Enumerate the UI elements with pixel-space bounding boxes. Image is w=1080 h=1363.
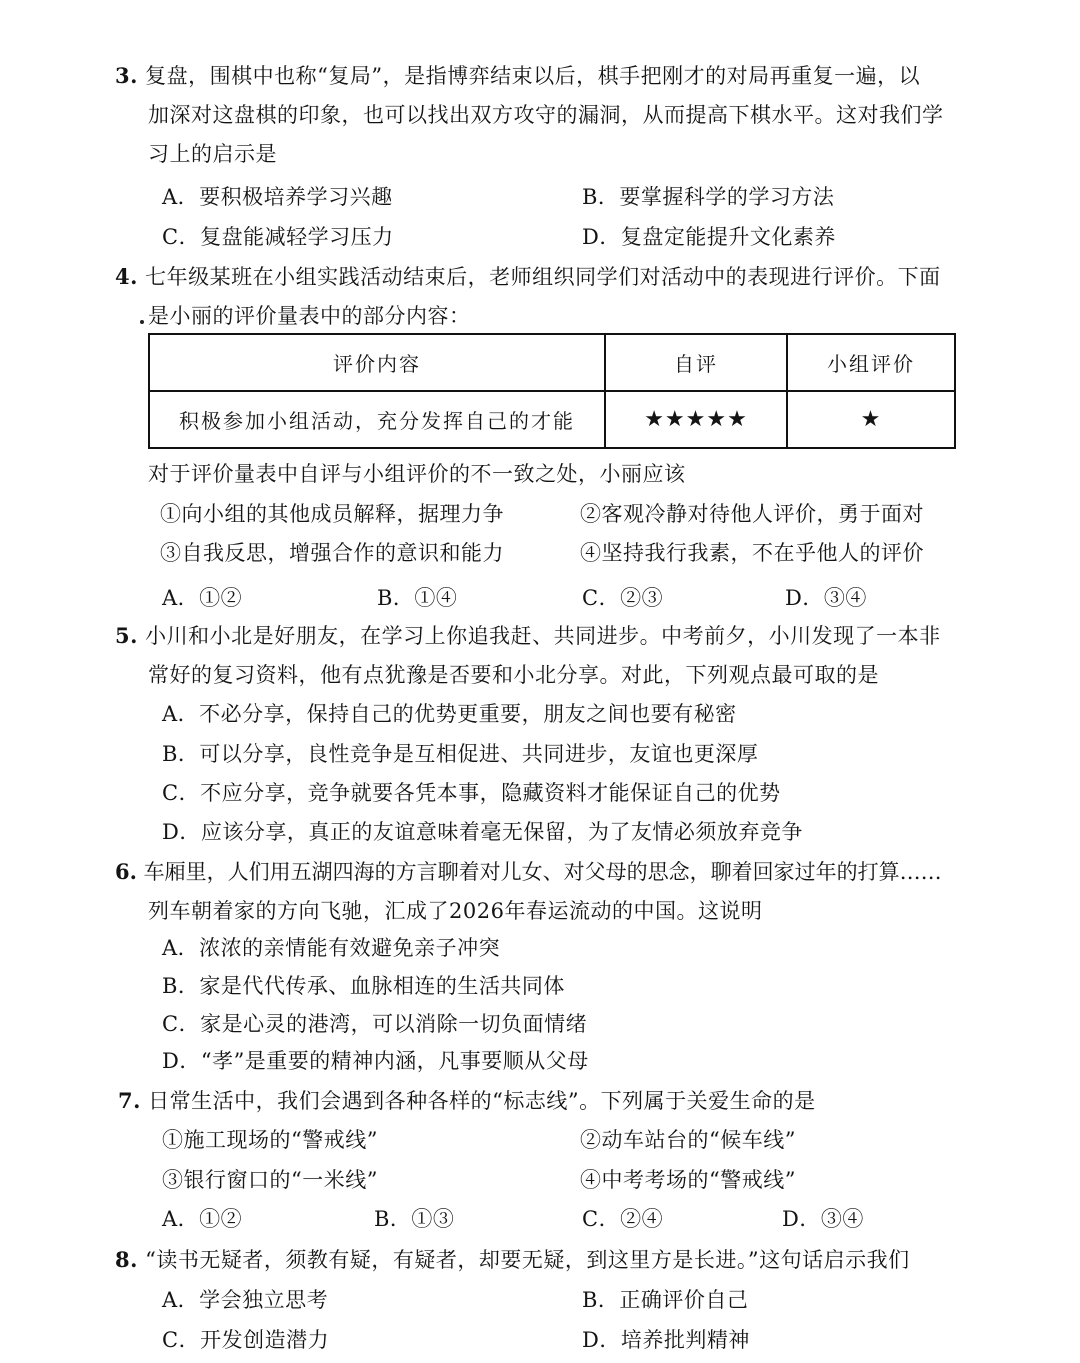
q7-option-c: C．②④: [582, 1207, 664, 1231]
q6-option-a: A．浓浓的亲情能有效避免亲子冲突: [162, 936, 501, 960]
q4-option-d: D．③④: [785, 586, 867, 610]
q6-option-d: D．“孝”是重要的精神内涵，凡事要顺从父母: [162, 1049, 589, 1073]
q4-item-4: ④坚持我行我素，不在乎他人的评价: [580, 541, 924, 565]
scan-dot: [140, 320, 144, 324]
q4-item-1: ①向小组的其他成员解释，据理力争: [160, 502, 504, 526]
q5-option-b: B．可以分享，良性竞争是互相促进、共同进步，友谊也更深厚: [162, 742, 759, 766]
table-header-group: 小组评价: [787, 334, 955, 391]
q8-option-d: D．培养批判精神: [582, 1328, 750, 1352]
q8-option-c: C．开发创造潜力: [162, 1328, 330, 1352]
q6-option-c: C．家是心灵的港湾，可以消除一切负面情绪: [162, 1012, 588, 1036]
q3-option-c: C．复盘能减轻学习压力: [162, 225, 394, 249]
table-header-content: 评价内容: [149, 334, 605, 391]
q3-option-a: A．要积极培养学习兴趣: [162, 185, 393, 209]
table-cell-content: 积极参加小组活动，充分发挥自己的才能: [149, 391, 605, 448]
q8-option-a: A．学会独立思考: [162, 1288, 329, 1312]
table-row: [149, 391, 955, 448]
q8-option-b: B．正确评价自己: [582, 1288, 749, 1312]
q4-stem-line1: 4. 七年级某班在小组实践活动结束后，老师组织同学们对活动中的表现进行评价。下面: [115, 264, 941, 289]
q7-number: 7.: [118, 1088, 141, 1113]
q5-option-d: D．应该分享，真正的友谊意味着毫无保留，为了友情必须放弃竞争: [162, 820, 803, 844]
q7-option-d: D．③④: [782, 1207, 864, 1231]
q6-option-b: B．家是代代传承、血脉相连的生活共同体: [162, 974, 565, 998]
q8-number: 8.: [115, 1247, 138, 1272]
table-cell-self-stars: ★★★★★: [605, 391, 787, 448]
table-header-self: 自评: [605, 334, 787, 391]
q3-number: 3.: [115, 63, 138, 88]
q7-item-4: ④中考考场的“警戒线”: [580, 1168, 796, 1192]
q5-option-c: C．不应分享，竞争就要各凭本事，隐藏资料才能保证自己的优势: [162, 781, 781, 805]
q6-stem-line1: 6. 车厢里，人们用五湖四海的方言聊着对儿女、对父母的思念，聊着回家过年的打算……: [115, 859, 942, 884]
q4-question: 对于评价量表中自评与小组评价的不一致之处，小丽应该: [148, 462, 686, 486]
q3-option-b: B．要掌握科学的学习方法: [582, 185, 835, 209]
q7-stem-line1: 7. 日常生活中，我们会遇到各种各样的“标志线”。下列属于关爱生命的是: [118, 1088, 816, 1113]
q5-stem-line1: 5. 小川和小北是好朋友，在学习上你追我赶、共同进步。中考前夕，小川发现了一本非: [115, 623, 941, 648]
q7-item-2: ②动车站台的“候车线”: [580, 1128, 796, 1152]
q4-item-3: ③自我反思，增强合作的意识和能力: [160, 541, 504, 565]
q4-item-2: ②客观冷静对待他人评价，勇于面对: [580, 502, 924, 526]
q7-option-b: B．①③: [374, 1207, 455, 1231]
q4-stem-line2: 是小丽的评价量表中的部分内容：: [148, 304, 471, 328]
q7-item-3: ③银行窗口的“一米线”: [162, 1168, 378, 1192]
table-cell-group-stars: ★: [787, 391, 955, 448]
q3-stem-line2: 加深对这盘棋的印象，也可以找出双方攻守的漏洞，从而提高下棋水平。这对我们学: [148, 103, 944, 127]
evaluation-table: [148, 333, 956, 449]
table-header-row: [149, 334, 955, 391]
q7-option-a: A．①②: [162, 1207, 243, 1231]
q6-stem-line2: 列车朝着家的方向飞驰，汇成了2026年春运流动的中国。这说明: [148, 899, 763, 923]
q4-option-c: C．②③: [582, 586, 664, 610]
q5-option-a: A．不必分享，保持自己的优势更重要，朋友之间也要有秘密: [162, 702, 737, 726]
q4-option-a: A．①②: [162, 586, 243, 610]
q7-item-1: ①施工现场的“警戒线”: [162, 1128, 378, 1152]
q8-stem-line1: 8. “读书无疑者，须教有疑，有疑者，却要无疑，到这里方是长进。”这句话启示我们: [115, 1247, 910, 1272]
q3-stem-line1: 3. 复盘，围棋中也称“复局”，是指博弈结束以后，棋手把刚才的对局再重复一遍，以: [115, 63, 921, 88]
q5-number: 5.: [115, 623, 138, 648]
q3-option-d: D．复盘定能提升文化素养: [582, 225, 836, 249]
q6-number: 6.: [115, 859, 137, 884]
q4-option-b: B．①④: [377, 586, 458, 610]
q3-stem-line3: 习上的启示是: [148, 142, 277, 166]
q5-stem-line2: 常好的复习资料，他有点犹豫是否要和小北分享。对此，下列观点最可取的是: [148, 663, 879, 687]
q4-number: 4.: [115, 264, 138, 289]
